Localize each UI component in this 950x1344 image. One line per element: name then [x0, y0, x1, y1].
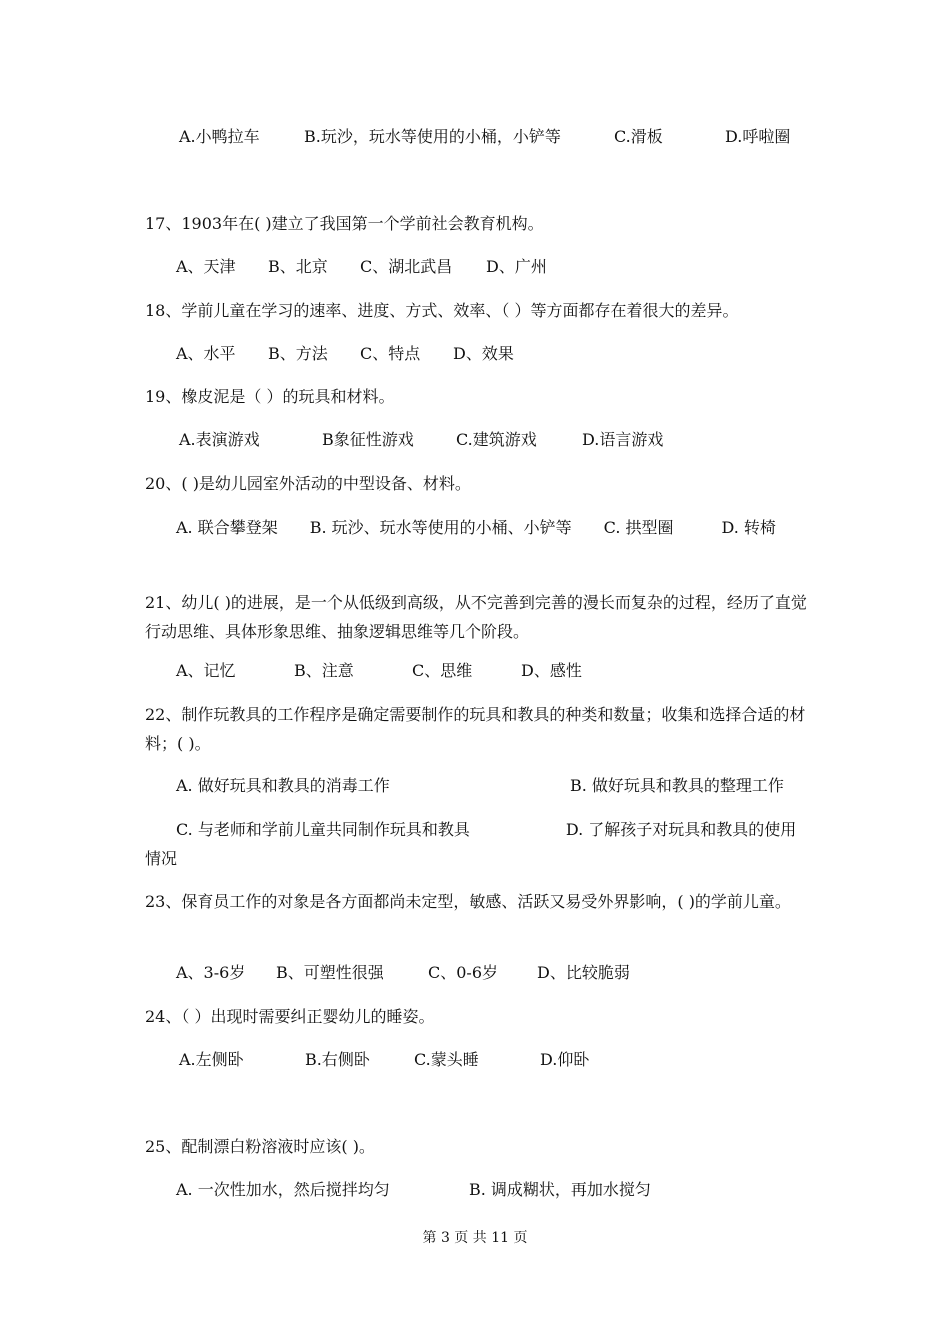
q22-stem: 22、制作玩教具的工作程序是确定需要制作的玩具和教具的种类和数量；收集和选择合适的材料；( )。: [145, 705, 806, 753]
q17-stem: 17、1903年在( )建立了我国第一个学前社会教育机构。: [145, 214, 544, 233]
q18-option-b: B、方法: [268, 344, 328, 363]
q16-option-d: D.呼啦圈: [725, 127, 791, 146]
q25-stem: 25、配制漂白粉溶液时应该( )。: [145, 1137, 375, 1156]
q21-option-d: D、感性: [521, 661, 582, 680]
q20-options: A. 联合攀登架 B. 玩沙、玩水等使用的小桶、小铲等 C. 拱型圈 D. 转椅: [176, 518, 776, 537]
q16-option-a: A.小鸭拉车: [179, 127, 260, 146]
q25-option-a: A. 一次性加水，然后搅拌均匀: [176, 1180, 390, 1199]
q23-option-a: A、3-6岁: [176, 963, 246, 982]
q17-option-c: C、湖北武昌: [360, 257, 453, 276]
q19-option-c: C.建筑游戏: [456, 430, 537, 449]
q23-option-c: C、0-6岁: [428, 963, 499, 982]
q22-options-cd: C. 与老师和学前儿童共同制作玩具和教具 D. 了解孩子对玩具和教具的使用情况: [145, 820, 797, 868]
q24-option-c: C.蒙头睡: [414, 1050, 479, 1069]
q23-option-b: B、可塑性很强: [276, 963, 384, 982]
q18-option-c: C、特点: [360, 344, 421, 363]
q16-option-b: B.玩沙，玩水等使用的小桶，小铲等: [304, 127, 561, 146]
page-footer: 第 3 页 共 11 页: [422, 1230, 528, 1246]
q19-stem: 19、橡皮泥是（ ）的玩具和材料。: [145, 387, 395, 406]
q23-option-d: D、比较脆弱: [537, 963, 630, 982]
q19-option-b: B象征性游戏: [322, 430, 414, 449]
q18-option-a: A、水平: [176, 344, 236, 363]
q17-option-a: A、天津: [176, 257, 236, 276]
q21-option-a: A、记忆: [176, 661, 236, 680]
q24-stem: 24、（ ）出现时需要纠正婴幼儿的睡姿。: [145, 1007, 435, 1026]
q19-option-a: A.表演游戏: [179, 430, 260, 449]
q22-option-a: A. 做好玩具和教具的消毒工作: [176, 776, 390, 795]
q16-option-c: C.滑板: [614, 127, 663, 146]
q19-option-d: D.语言游戏: [582, 430, 664, 449]
q22-option-b: B. 做好玩具和教具的整理工作: [570, 776, 784, 795]
q17-option-d: D、广州: [486, 257, 547, 276]
q24-option-a: A.左侧卧: [179, 1050, 244, 1069]
q21-stem: 21、幼儿( )的进展，是一个从低级到高级，从不完善到完善的漫长而复杂的过程，经历了直觉行动思维、具体形象思维、抽象逻辑思维等几个阶段。: [145, 593, 807, 641]
q18-stem: 18、学前儿童在学习的速率、进度、方式、效率、（ ）等方面都存在着很大的差异。: [145, 301, 739, 320]
q21-option-b: B、注意: [294, 661, 354, 680]
q25-option-b: B. 调成糊状，再加水搅匀: [469, 1180, 651, 1199]
q17-option-b: B、北京: [268, 257, 328, 276]
q20-stem: 20、( )是幼儿园室外活动的中型设备、材料。: [145, 474, 471, 493]
q24-option-d: D.仰卧: [540, 1050, 590, 1069]
q18-option-d: D、效果: [453, 344, 514, 363]
q21-option-c: C、思维: [412, 661, 473, 680]
q24-option-b: B.右侧卧: [305, 1050, 370, 1069]
q23-stem: 23、保育员工作的对象是各方面都尚未定型，敏感、活跃又易受外界影响，( )的学前儿童。: [145, 892, 791, 911]
